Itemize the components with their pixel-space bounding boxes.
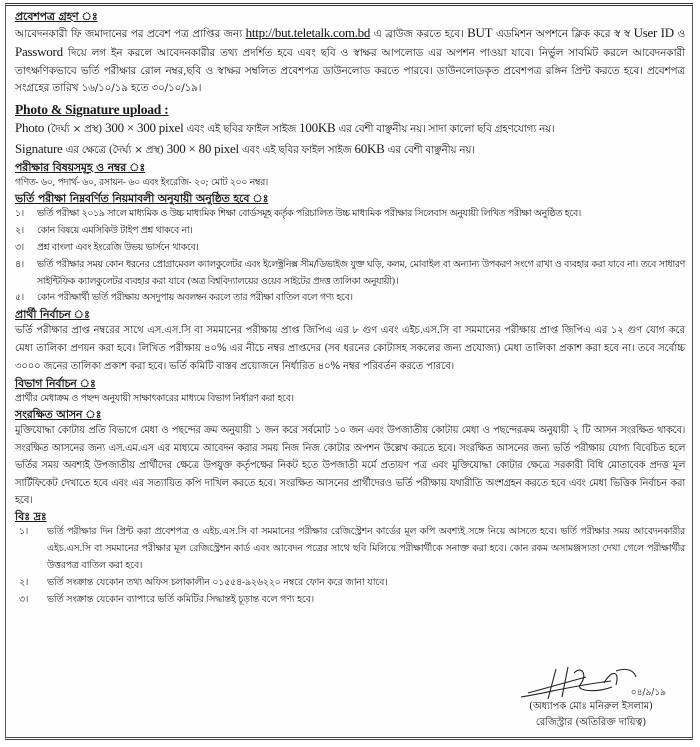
photo-upload-heading: Photo & Signature upload : [15, 101, 169, 117]
signature-requirement: Signature এর ক্ষেত্রে (দৈর্ঘ্য × প্রস্থ) 300 × 80 pixel এবং এই ছবির ফাইল সাইজ 60KB এর বেশী বাঞ্ছনীয় নয়। [15, 140, 475, 156]
note-item: ২। ভর্তি সংক্রান্ত যেকোন তথ্য অফিস চলাকালীন ০১৫৫৪-৯২৬২২০ নম্বরে ফোন করে জানা যাবে। [19, 576, 388, 588]
notes-list [15, 524, 685, 608]
signature-date: ০৪/৯/১৯ [630, 688, 666, 698]
exam-rule-item: ১। ভর্তি পরীক্ষা ২০১৯ সালে মাধ্যমিক ও উচ্চ মাধ্যমিক শিক্ষা বোর্ডসমূহ কর্তৃক পরিচালিত উচ্চ মাধ্যমিক পরীক্ষার সিলেবাস অনুযায়ী লিখিত পরীক্ষা অনুষ্ঠিত হবে। [15, 208, 581, 220]
photo-requirement: Photo (দৈর্ঘ্য × প্রস্থ) 300 × 300 pixel এবং এই ছবির ফাইল সাইজ 100KB এর বেশী বাঞ্ছনীয় নয়। সাদা কালো ছবি গ্রহণযোগ্য নয়। [15, 119, 555, 135]
exam-rules-list [15, 206, 685, 307]
signature-block [506, 663, 676, 731]
candidate-selection-text: ভর্তি পরীক্ষার প্রাপ্ত নম্বরের সাথে এস.এস.সি বা সমমানের পরীক্ষায় প্রাপ্ত জিপিএ এর ৮ গুণ এবং এইচ.এস.সি বা সমমানের পরীক্ষায় প্রাপ্ত জিপিএ এর ১২ গুণ যোগ করে মেধা তালিকা প্রণয়ন করা হবে। লিখিত পরীক্ষায় ৪০% এর নীচে নম্বর প্রাপ্তদের (সব ধরনের কোটাসহ সকলের জন্য প্রযোজ্য) মেধা তালিকা প্রকাশ করা হবে না। তবে সর্বোচ্চ ৩০০০ জনের তালিকা প্রকাশ করা হবে। ভর্তি কমিটি বাস্তব প্রয়োজনে নির্ধারিত ৪০% নম্বর পরিবর্তন করতে পারবে। [15, 325, 685, 372]
signatory-name: (অধ্যাপক মোঃ মনিরুল ইসলাম) [529, 701, 653, 712]
admit-card-heading: প্রবেশপত্র গ্রহণ ঃ [15, 10, 98, 23]
teletalk-link[interactable]: http://but.teletalk.com.bd [245, 25, 371, 40]
note-item: ৩। ভর্তি সংক্রান্ত যেকোন ব্যাপারে ভর্তি কমিটির সিদ্ধান্তই চূড়ান্ত বলে গণ্য হবে। [19, 593, 314, 605]
department-selection-text: প্রার্থীর মেধাক্রম ও পছন্দ অনুযায়ী সাক্ষাৎকারের মাধ্যমে বিভাগ নির্ধারণ করা হবে। [15, 392, 294, 404]
note-item: ১। ভর্তি পরীক্ষার দিন প্রিন্ট করা প্রবেশপত্র ও এইচ.এস.সি বা সমমানের পরীক্ষার রেজিস্ট্রেশন কার্ডের মূল কপি অবশ্যই সঙ্গে নিয়ে আসতে হবে। ভর্তি পরীক্ষার সময় আবেদনকারীর এইচ.এস.সি বা সমমানের পরীক্ষার মূল রেজিস্ট্রেশন কার্ড এবং আবেদন পত্রের সাথে ছবি মিলিয়ে পরীক্ষার্থীকে সনাক্ত করা হবে। কোন রকম অসামঞ্জস্যতা দেখা গেলে পরীক্ষার্থীর উত্তরপত্র বাতিল করা হবে। [19, 526, 685, 572]
reserved-seats-text: মুক্তিযোদ্ধা কোটায় প্রতি বিভাগে মেধা ও পছন্দের ক্রম অনুযায়ী ১ জন করে সর্বমোট ১০ জন এবং উপজাতীয় কোটায় মেধা ও পছন্দেরক্রম অনুযায়ী ২ টি আসন সংরক্ষিত থাকবে। সংরক্ষিত আসনের জন্য এস.এম.এস এর মাধ্যমে আবেদন করার সময় নিজ নিজ কোটার অপশন উল্লেখ করতে হবে। সংরক্ষিত আসনের জন্য ভর্তি পরীক্ষায় যোগ্য বিবেচিত হলে ভর্তির সময় অবশ্যই উপজাতীয় প্রার্থীদের ক্ষেত্রে উপযুক্ত কর্তৃপক্ষের নিকট হতে উপজাতী মর্মে প্রত্যয়ণ পত্র এবং মুক্তিযোদ্ধা কোটার ক্ষেত্রে সরকারী বিধি মোতাবেক প্রদত্ত মূল সার্টিফিকেট দেখাতে হবে এবং এর সত্যায়িত কপি দাখিল করতে হবে। সংরক্ষিত আসনের প্রার্থীদেরও ভর্তি পরীক্ষায় যথারীতি অংশগ্রহন করতে হবে এবং মেধা ভিত্তিক নির্বাচন করা হবে। [15, 425, 685, 507]
signatory-title: রেজিস্ট্রার (অতিরিক্ত দায়িত্ব) [535, 717, 647, 728]
exam-rule-item: ২। কোন বিষয়ে এমসিকিউ টাইপ প্রশ্ন থাকবে না। [15, 225, 193, 237]
subjects-heading: পরীক্ষার বিষয়সমূহ ও নম্বর ঃ [15, 160, 146, 174]
exam-rule-item: ৩। প্রশ্ন বাংলা এবং ইংরেজি উভয় ভার্সনে থাকবে। [15, 242, 199, 254]
exam-rule-item: ৫। কোন পরীক্ষার্থী ভর্তি পরীক্ষায় অসদুপায় অবলম্বন করলে তার পরীক্ষা বাতিল বলে গণ্য হবে। [15, 292, 353, 304]
admit-card-text: আবেদনকারী ফি জমাদানের পর প্রবেশ পত্র প্রাপ্তির জন্য http://but.teletalk.com.bd এ ব্রাউজ করতে হবে। BUT এডমিশন অপশনে ক্লিক করে স্ব স্ব User ID ও Password দিয়ে লগ ইন করলে আবেদনকারীর তথ্য প্রদর্শিত হবে এবং ছবি ও স্বাক্ষর আপলোড এর অপশন পাওয়া যাবে। নির্ভুল সাবমিট করলে আবেদনকারী তাৎক্ষণিকভাবে ভর্তি পরীক্ষার রোল নম্বর,ছবি ও স্বাক্ষর সম্বলিত প্রবেশপত্র ডাউনলোড করতে পারবে। ডাউনলোডকৃত প্রবেশপত্র রঙ্গিন প্রিন্ট করতে হবে। প্রবেশপত্র সংগ্রহের তারিখ ১৬/১০/১৯ হতে ৩০/১০/১৯। [15, 25, 686, 95]
subjects-text: গণিত- ৬০, পদার্থ- ৬০, রসায়ন- ৬০ এবং ইংরেজি- ২০; মোট ২০০ নম্বর। [15, 176, 268, 188]
exam-rules-heading: ভর্তি পরীক্ষা নিম্নবর্ণিত নিয়মাবলী অনুযায়ী অনুষ্ঠিত হবে ঃ [15, 192, 269, 206]
exam-rule-item: ৪। ভর্তি পরীক্ষার সময় কোন ধরনের প্রোগ্রামেবল ক্যালকুলেটর এবং ইলেক্ট্রনিক্স সীম/ডিভাইজ যুক্ত ঘড়ি, কলম, মোবাইল বা অন্যান্য উপকরণ সংগে রাখা ও ব্যবহার করা যাবে না। তবে সাধারণ সাইন্টিফিক ক্যালকুলেটর ব্যবহার করা যাবে (অত্র বিশ্ববিদ্যালয়ের ওয়েব সাইটের প্রদত্ত তালিকা অনুযায়ী)। [15, 258, 685, 287]
reserved-seats-heading: সংরক্ষিত আসন ঃ [15, 408, 102, 422]
admission-notice [5, 3, 693, 740]
department-selection-heading: বিভাগ নির্বাচন ঃ [15, 376, 96, 390]
notes-heading: বিঃ দ্রঃ [15, 510, 47, 524]
candidate-selection-heading: প্রার্থী নির্বাচন ঃ [15, 308, 90, 322]
